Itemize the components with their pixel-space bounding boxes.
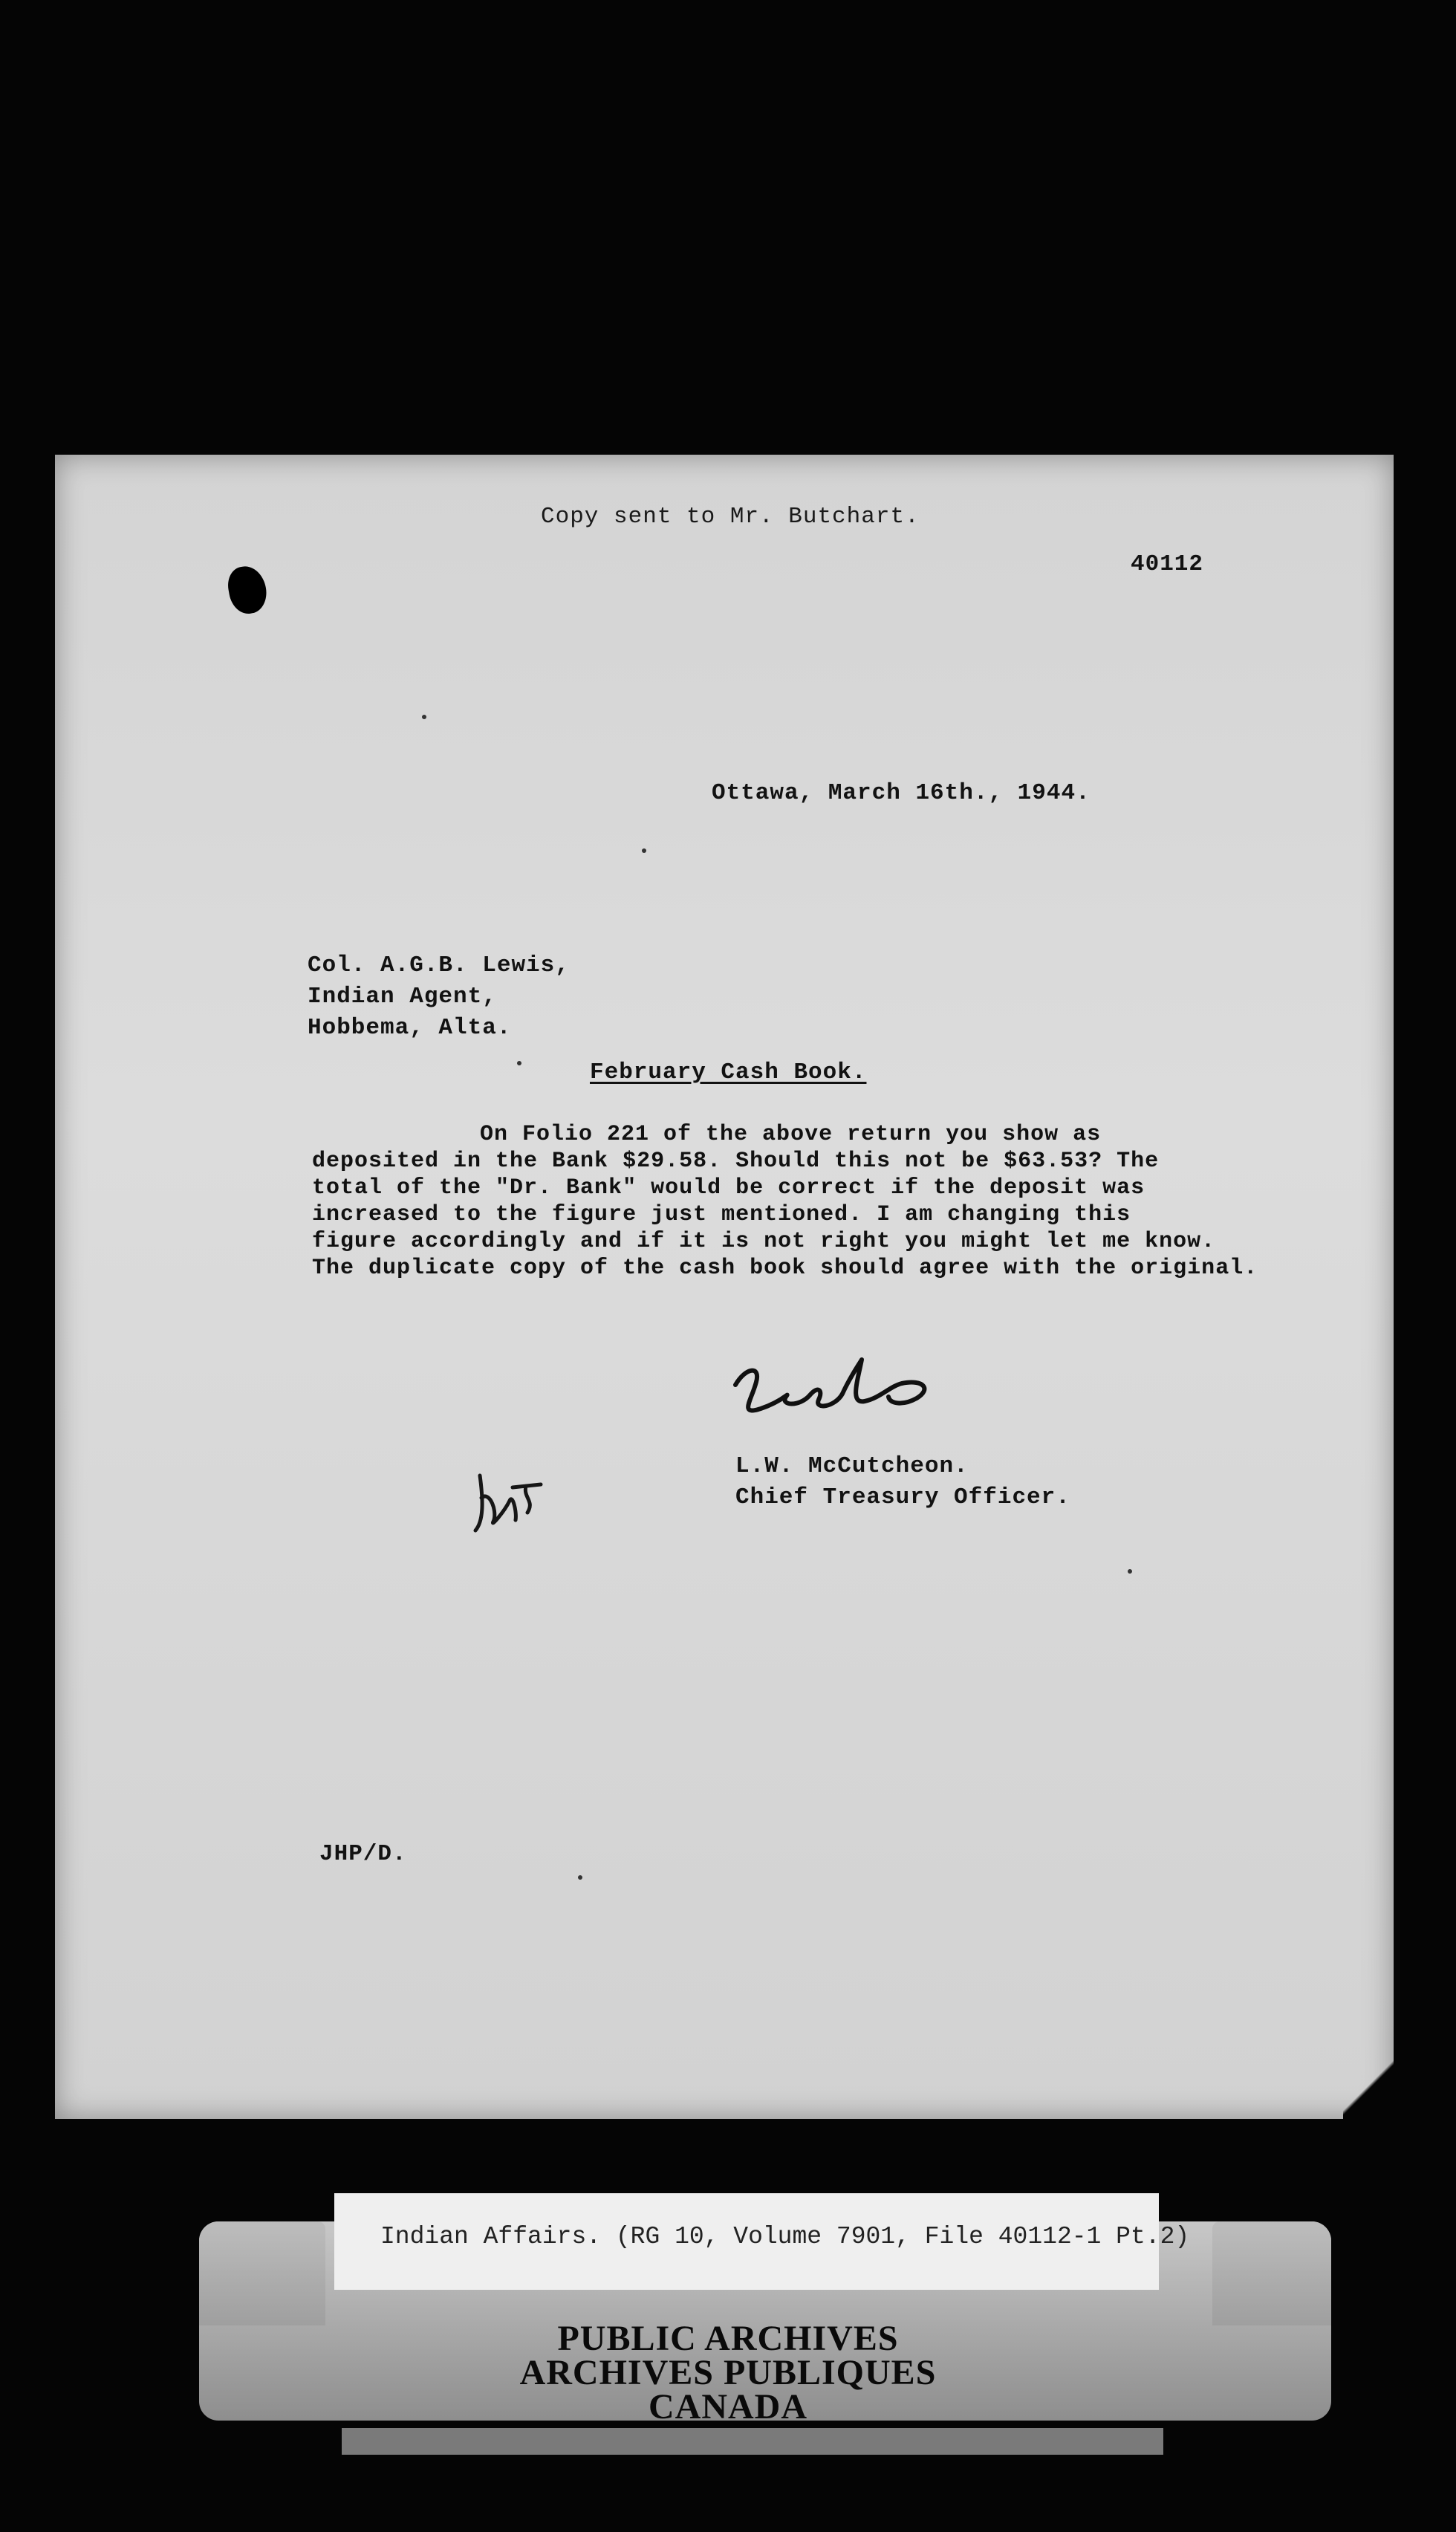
signer-name: L.W. McCutcheon. <box>735 1453 969 1479</box>
body-line: On Folio 221 of the above return you show as <box>480 1122 1102 1147</box>
archive-label: Indian Affairs. (RG 10, Volume 7901, File 40112-1 Pt.2) <box>380 2223 1190 2250</box>
addressee-line-3: Hobbema, Alta. <box>308 1015 512 1041</box>
dateline: Ottawa, March 16th., 1944. <box>712 780 1091 806</box>
speck <box>422 715 426 719</box>
speck <box>1128 1569 1132 1574</box>
archive-label-card <box>334 2193 1190 2290</box>
speck <box>578 1875 582 1880</box>
archive-stamp-line-2: ARCHIVES PUBLIQUES <box>519 2353 937 2392</box>
archive-stamp-line-3: CANADA <box>649 2387 807 2426</box>
initials-signature <box>468 1468 550 1542</box>
addressee-line-1: Col. A.G.B. Lewis, <box>308 952 570 978</box>
body-line: deposited in the Bank $29.58. Should this not be $63.53? The <box>312 1149 1160 1174</box>
handwritten-signature <box>731 1345 954 1434</box>
body-line: figure accordingly and if it is not right you might let me know. <box>312 1229 1216 1254</box>
speck <box>517 1061 521 1065</box>
clip-tab-left <box>199 2221 325 2325</box>
copy-note: Copy sent to Mr. Butchart. <box>541 504 920 530</box>
clip-tab-right <box>1212 2221 1331 2325</box>
body-line: increased to the figure just mentioned. I am changing this <box>312 1202 1131 1227</box>
body-line: total of the "Dr. Bank" would be correct if the deposit was <box>312 1175 1145 1201</box>
film-strip-edge <box>342 2428 1163 2455</box>
body-line: The duplicate copy of the cash book should agree with the original. <box>312 1256 1258 1281</box>
speck <box>642 848 646 853</box>
archive-stamp-line-1: PUBLIC ARCHIVES <box>557 2319 899 2358</box>
addressee-line-2: Indian Agent, <box>308 984 497 1010</box>
reference-initials: JHP/D. <box>319 1841 407 1867</box>
signer-title: Chief Treasury Officer. <box>735 1484 1070 1510</box>
letter-page <box>55 455 1394 2119</box>
file-number: 40112 <box>1131 551 1204 577</box>
subject-line: February Cash Book. <box>590 1059 867 1085</box>
